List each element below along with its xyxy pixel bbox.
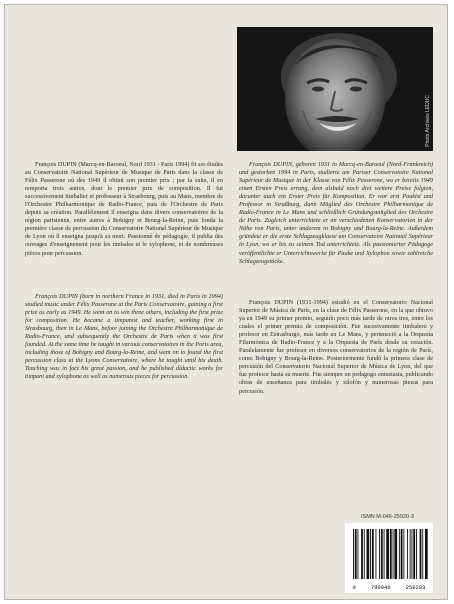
barcode-bar xyxy=(384,529,385,579)
barcode-bar xyxy=(355,529,357,579)
barcode-bar xyxy=(412,529,413,579)
barcode-bar xyxy=(372,529,374,579)
barcode-bar xyxy=(425,529,428,579)
portrait-photo xyxy=(237,27,433,151)
barcode-bar xyxy=(399,529,400,579)
barcode-bar xyxy=(420,529,422,579)
barcode-bar xyxy=(390,529,392,579)
portrait-image xyxy=(237,27,433,151)
back-cover xyxy=(4,4,448,600)
biography-french xyxy=(25,161,223,258)
barcode-bar xyxy=(403,529,404,579)
biography-spanish-text: François DUPIN (1931-1994) estudió en el Conservatorio Nacional Superior de Música de París, en la clase de Félix Passerone, en la que obtuvo ya en 1949 su primer premio, seguido poco más tarde de otros tres, entre los cuales el primer premio de composición. Fue sucesivamente timbalero y profesor en Estrasburgo, más tarde en Le Mans, y perteneció a la Orquesta Filarmónica de Radio-France y a la Orquesta de París desde su creación. Paralelamente fue profesor en diversos conservatorios de la región de París, como Bobigny y Bourg-la-Reine. Posteriormente fundó la primera clase de percusión del Conservatorio Nacional Superior de Música de Lyon, del que fue profesor hasta su muerte. Fue siempre un pedagogo entusiasta, publicando obras de enseñanza para timbales y xilofón y numerosas piezas para percusión. xyxy=(239,299,433,395)
barcode-digits xyxy=(345,584,433,591)
barcode-bars xyxy=(345,523,433,583)
biography-english xyxy=(25,293,223,382)
barcode-bar xyxy=(413,529,415,579)
biography-german-text: François DUPIN, geboren 1931 in Marcq-en-Baroeul (Nord-Frankreich) und gestorben 1994 in Paris, studierte am Pariser Conservatoire National Supérieur de Musique in der Klasse von Félix Passerone, wo er bereits 1949 einen Ersten Preis errang, dem alsbald noch drei weitere Preise folgten, darunter auch ein Erster Preis für Komposition. Er war erst Paukist und Professor in Straßburg, dann Mitglied des Orchestre Philharmonique de Radio-France in Le Mans und schließlich Gründungsmitglied des Orchestre de Paris. Zugleich unterrichtete er an verschiedenen Konservatorien in der Nähe von Paris, unter anderem in Bobigny und Bourg-la-Reine. Außerdem gründete er die erste Schlagzeugklasse am Conservatoire National Supérieur in Lyon, wo er bis zu seinem Tod unterrichtete. Als passionierter Pädagoge veröffentlichte er Unterrichtswerke für Pauke und Xylophon sowie zahlreiche Schlagzeugstücke. xyxy=(239,161,433,265)
barcode-bar xyxy=(422,529,423,579)
barcode-bar xyxy=(381,529,383,579)
barcode-bar xyxy=(416,529,417,579)
barcode-bar xyxy=(407,529,408,579)
barcode-bar xyxy=(364,529,365,579)
barcode-bar xyxy=(361,529,363,579)
barcode-bar xyxy=(367,529,370,579)
biography-french-text: François DUPIN (Marcq-en-Baroeul, Nord 1931 - Paris 1994) fit ses études au Conservatoire National Supérieur de Musique de Paris dans la classe de Félix Passerone où dès 1949 il obtint son premier prix ; par la suite, il en remporta trois autres, dont le premier prix de composition. Il fut successivement timbalier et professeur à Strasbourg, puis au Mans, membre de l'Orchestre Philharmonique de Radio-France, puis de l'Orchestre de Paris depuis sa création. Parallèlement il enseigna dans divers conservatoires de la région parisienne, entre autres à Bobigny et Bourg-la-Reine, puis fonda la première classe de percussion du Conservatoire National Supérieur de Musique de Lyon où il enseigna jusqu'à sa mort. Passionné de pédagogie, il publia des ouvrages d'enseignement pour les timbales et le xylophone, et de nombreuses pièces pour percussion. xyxy=(25,161,223,257)
barcode-bar xyxy=(353,529,354,579)
barcode-digit-lead: 9 xyxy=(352,584,356,591)
barcode-bar xyxy=(401,529,403,579)
barcode-bar xyxy=(376,529,377,579)
barcode-bar xyxy=(410,529,411,579)
biography-english-text: François DUPIN (born in northern France in 1931, died in Paris in 1994) studied music under Félix Passerone at the Paris Conservatoire, gaining a first prize as early as 1949. He went on to win three others, including the first prize for composition. He became a timpanist and teacher, working first in Strasbourg, then in Le Mans, before joining the Orchestre Philharmonique de Radio-France, and subsequently the Orchestre de Paris when it was first founded. At the same time he taught in various conservatoires in the Paris area, including those of Bobigny and Bourg-la-Reine, and went on to found the first percussion class at the Lyons Conservatoire, where he taught until his death. Teaching was in fact his great passion, and he published didactic works for timpani and xylophone as well as numerous pieces for percussion. xyxy=(25,293,223,381)
barcode-bar xyxy=(358,529,359,579)
barcode xyxy=(345,523,433,593)
barcode-bar xyxy=(393,529,394,579)
barcode-bar xyxy=(386,529,389,579)
photo-credit: Photo Archives LEDUC xyxy=(425,95,431,147)
biography-spanish xyxy=(239,299,433,396)
barcode-digit-left: 790046 xyxy=(370,584,391,591)
barcode-bar xyxy=(379,529,380,579)
barcode-digit-right: 259203 xyxy=(405,584,426,591)
barcode-bar xyxy=(370,529,371,579)
biography-german xyxy=(239,161,433,266)
ismn-number: ISMN M-046-25920-3 xyxy=(361,514,414,520)
barcode-bar xyxy=(394,529,397,579)
